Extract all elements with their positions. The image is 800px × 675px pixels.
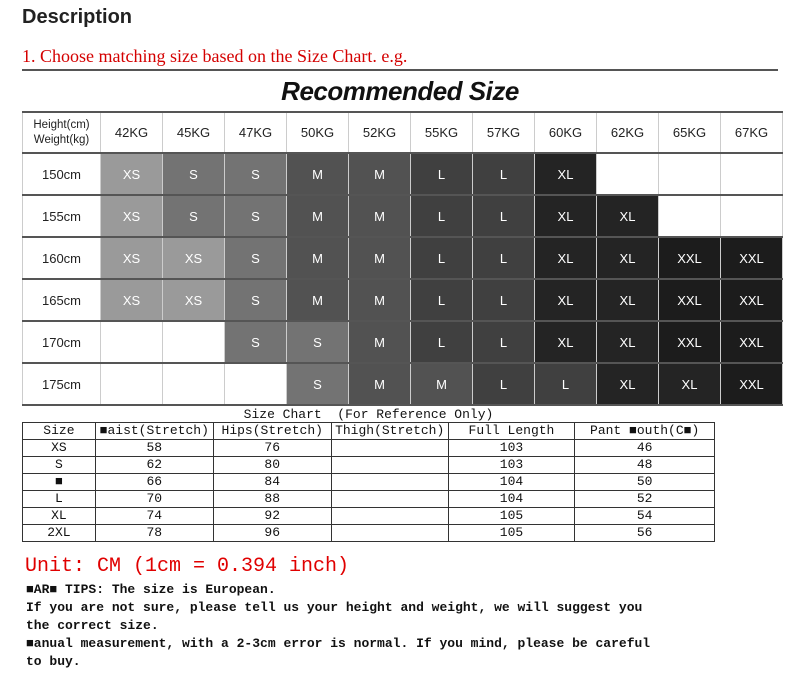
weight-header: 60KG	[535, 112, 597, 153]
size-cell: XL	[535, 153, 597, 195]
size-cell: L	[473, 363, 535, 405]
table-row	[23, 457, 715, 474]
weight-header-row	[23, 112, 783, 153]
column-header: Size	[23, 423, 96, 440]
table-cell: 105	[448, 508, 575, 525]
table-cell: 54	[575, 508, 715, 525]
size-cell: XS	[101, 195, 163, 237]
size-cell	[163, 321, 225, 363]
size-cell: XXL	[659, 279, 721, 321]
size-chart	[22, 407, 715, 542]
size-cell: XS	[101, 237, 163, 279]
height-row	[23, 237, 783, 279]
height-row	[23, 153, 783, 195]
size-cell: XL	[597, 321, 659, 363]
size-cell	[101, 363, 163, 405]
column-header: Hips(Stretch)	[213, 423, 331, 440]
size-cell: XL	[535, 237, 597, 279]
table-cell: 104	[448, 474, 575, 491]
column-header: Pant ■outh(C■)	[575, 423, 715, 440]
weight-header: 52KG	[349, 112, 411, 153]
size-cell: XL	[597, 237, 659, 279]
table-cell: 48	[575, 457, 715, 474]
tip-line: ■anual measurement, with a 2-3cm error is normal. If you mind, please be careful	[26, 636, 651, 651]
table-cell: 96	[213, 525, 331, 542]
size-cell: XL	[597, 279, 659, 321]
corner-label	[23, 112, 101, 153]
table-cell: 70	[95, 491, 213, 508]
table-cell: 62	[95, 457, 213, 474]
weight-header: 50KG	[287, 112, 349, 153]
table-row	[23, 491, 715, 508]
size-cell: L	[473, 279, 535, 321]
table-row	[23, 474, 715, 491]
size-cell: M	[287, 237, 349, 279]
table-cell: L	[23, 491, 96, 508]
size-cell	[225, 363, 287, 405]
table-cell: 105	[448, 525, 575, 542]
size-cell: XL	[535, 279, 597, 321]
size-cell: XS	[163, 237, 225, 279]
size-cell: S	[287, 363, 349, 405]
size-cell: XL	[597, 363, 659, 405]
height-row	[23, 363, 783, 405]
unit-note: Unit: CM (1cm = 0.394 inch)	[25, 555, 350, 578]
table-cell: 74	[95, 508, 213, 525]
column-header: ■aist(Stretch)	[95, 423, 213, 440]
size-cell: M	[287, 153, 349, 195]
height-row	[23, 195, 783, 237]
table-cell	[331, 440, 448, 457]
table-cell	[331, 474, 448, 491]
size-cell: S	[225, 153, 287, 195]
size-cell: M	[287, 195, 349, 237]
size-cell: M	[411, 363, 473, 405]
height-label: 165cm	[23, 279, 101, 321]
size-cell: L	[473, 321, 535, 363]
size-cell: M	[349, 279, 411, 321]
size-cell: M	[287, 279, 349, 321]
size-cell: XXL	[721, 279, 783, 321]
size-cell: XS	[163, 279, 225, 321]
table-row	[23, 525, 715, 542]
size-chart-caption: Size Chart (For Reference Only)	[243, 407, 494, 422]
size-cell: M	[349, 321, 411, 363]
size-cell: M	[349, 363, 411, 405]
weight-header: 62KG	[597, 112, 659, 153]
height-label: Height(cm)	[33, 118, 90, 131]
weight-header: 65KG	[659, 112, 721, 153]
table-cell: 66	[95, 474, 213, 491]
size-cell: XL	[535, 321, 597, 363]
height-label: 155cm	[23, 195, 101, 237]
size-cell	[163, 363, 225, 405]
table-cell: 78	[95, 525, 213, 542]
height-label: 175cm	[23, 363, 101, 405]
size-cell: M	[349, 237, 411, 279]
size-cell: XXL	[659, 237, 721, 279]
size-cell: S	[225, 195, 287, 237]
table-cell: 52	[575, 491, 715, 508]
weight-header: 55KG	[411, 112, 473, 153]
table-cell	[331, 457, 448, 474]
size-cell: XXL	[659, 321, 721, 363]
table-row	[23, 440, 715, 457]
recommended-size-table	[22, 111, 783, 406]
height-row	[23, 321, 783, 363]
size-cell: S	[163, 195, 225, 237]
divider	[22, 69, 778, 71]
height-label: 150cm	[23, 153, 101, 195]
size-cell: L	[535, 363, 597, 405]
table-cell: 104	[448, 491, 575, 508]
table-cell: 56	[575, 525, 715, 542]
table-cell	[331, 508, 448, 525]
size-cell: XS	[101, 153, 163, 195]
size-cell: M	[349, 153, 411, 195]
table-cell: 84	[213, 474, 331, 491]
size-cell: XXL	[721, 321, 783, 363]
table-cell	[331, 491, 448, 508]
description-heading: Description	[22, 6, 133, 28]
tip-line: the correct size.	[26, 618, 159, 633]
size-chart-header-row	[23, 423, 715, 440]
size-cell: XS	[101, 279, 163, 321]
table-cell: ■	[23, 474, 96, 491]
size-cell: XL	[597, 195, 659, 237]
table-cell: 88	[213, 491, 331, 508]
size-cell	[659, 153, 721, 195]
size-cell	[659, 195, 721, 237]
table-cell: 46	[575, 440, 715, 457]
table-cell: XL	[23, 508, 96, 525]
weight-header: 47KG	[225, 112, 287, 153]
size-cell: S	[225, 321, 287, 363]
table-cell: 103	[448, 440, 575, 457]
size-cell	[597, 153, 659, 195]
column-header: Full Length	[448, 423, 575, 440]
instruction-text: 1. Choose matching size based on the Size Chart. e.g.	[22, 46, 408, 66]
weight-label: Weight(kg)	[33, 133, 90, 146]
tip-line: to buy.	[26, 654, 81, 669]
column-header: Thigh(Stretch)	[331, 423, 448, 440]
table-cell: 103	[448, 457, 575, 474]
size-cell: S	[225, 279, 287, 321]
size-cell: M	[349, 195, 411, 237]
table-row	[23, 508, 715, 525]
size-cell: XL	[535, 195, 597, 237]
size-cell: XXL	[721, 237, 783, 279]
recommended-size-title: Recommended Size	[281, 76, 519, 106]
height-row	[23, 279, 783, 321]
size-cell: L	[411, 195, 473, 237]
table-cell: 58	[95, 440, 213, 457]
size-cell	[721, 153, 783, 195]
size-cell: L	[473, 237, 535, 279]
size-cell: S	[287, 321, 349, 363]
weight-header: 67KG	[721, 112, 783, 153]
table-cell	[331, 525, 448, 542]
table-cell: 80	[213, 457, 331, 474]
table-cell: 92	[213, 508, 331, 525]
size-cell	[101, 321, 163, 363]
size-cell: L	[411, 153, 473, 195]
size-cell: L	[411, 321, 473, 363]
size-cell: S	[225, 237, 287, 279]
weight-header: 45KG	[163, 112, 225, 153]
size-cell: XL	[659, 363, 721, 405]
height-label: 160cm	[23, 237, 101, 279]
size-cell: L	[411, 279, 473, 321]
table-cell: 2XL	[23, 525, 96, 542]
size-cell: L	[473, 195, 535, 237]
tip-line: ■AR■ TIPS: The size is European.	[26, 582, 276, 597]
table-cell: 76	[213, 440, 331, 457]
size-cell: L	[473, 153, 535, 195]
table-cell: XS	[23, 440, 96, 457]
size-cell	[721, 195, 783, 237]
weight-header: 42KG	[101, 112, 163, 153]
weight-header: 57KG	[473, 112, 535, 153]
size-chart-table	[22, 422, 715, 542]
height-label: 170cm	[23, 321, 101, 363]
size-cell: XXL	[721, 363, 783, 405]
size-cell: L	[411, 237, 473, 279]
table-cell: 50	[575, 474, 715, 491]
size-cell: S	[163, 153, 225, 195]
table-cell: S	[23, 457, 96, 474]
tip-line: If you are not sure, please tell us your height and weight, we will suggest you	[26, 600, 643, 615]
